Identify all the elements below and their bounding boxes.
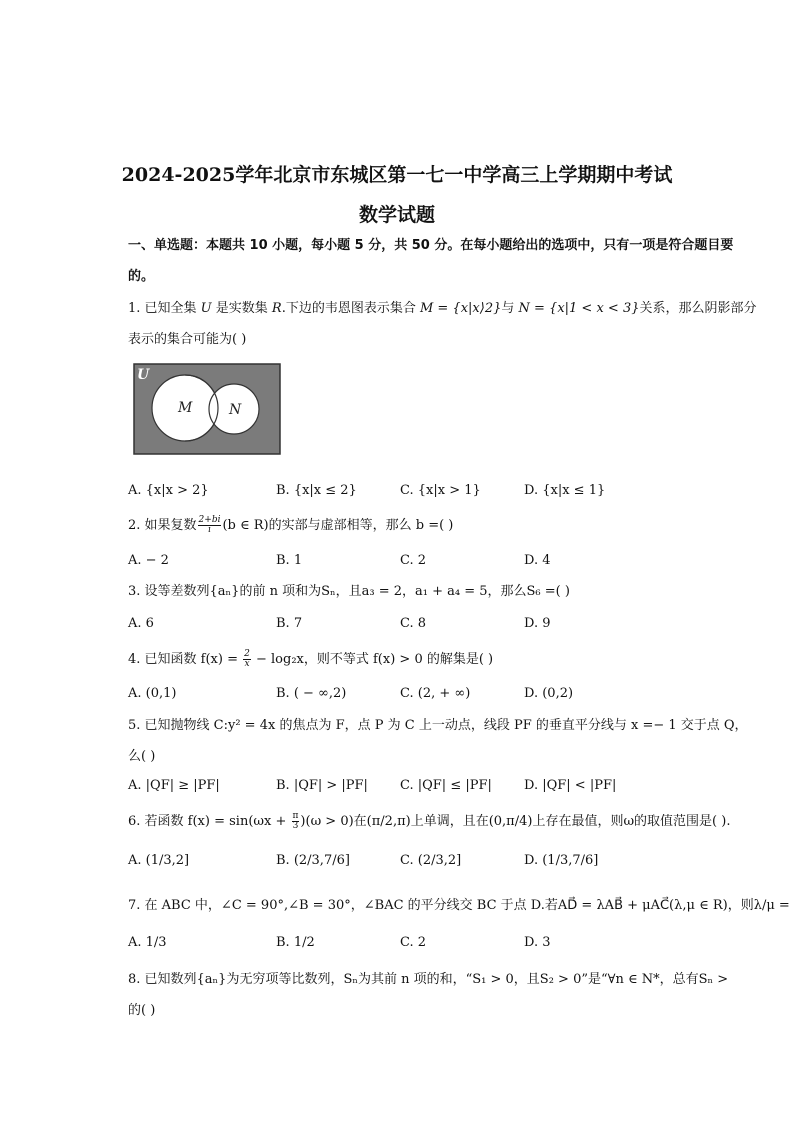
question-5-line2: 么( ) [128,749,156,764]
q2-option-a: A. − 2 [128,553,169,568]
q2-option-c: C. 2 [400,553,427,568]
question-8-line2: 的( ) [128,1003,156,1018]
q2-option-b: B. 1 [276,553,303,568]
q1-option-d: D. {x|x ≤ 1} [524,483,606,498]
q4-option-b: B. ( − ∞,2) [276,686,347,701]
q6-option-a: A. (1/3,2] [128,853,190,868]
q1-option-a: A. {x|x > 2} [128,483,209,498]
venn-label-u: U [137,367,150,383]
question-4: 4. 已知函数 f(x) = $\frac{2}{x}$ − log₂x，则不等式 f(x) > 0 的解集是( ) [128,649,494,669]
q3-option-d: D. 9 [524,616,551,631]
q5-option-b: B. |QF| > |PF| [276,778,368,793]
question-7: 7. 在 ABC 中，∠C = 90°,∠B = 30°，∠BAC 的平分线交 BC 于点 D.若AD⃗ = λAB⃗ + μAC⃗(λ,μ ∈ R)，则λ/μ = [128,898,790,913]
q5-option-d: D. |QF| < |PF| [524,778,617,793]
q3-option-c: C. 8 [400,616,427,631]
page-subtitle: 数学试题 [358,204,435,226]
question-8-line1: 8. 已知数列{aₙ}为无穷项等比数列，Sₙ为其前 n 项的和，“S₁ > 0，且S₂ > 0”是“∀n ∈ N*，总有Sₙ > [128,972,729,987]
q4-option-c: C. (2, + ∞) [400,686,471,701]
venn-label-n: N [229,402,242,418]
section-heading: 一、单选题：本题共 10 小题，每小题 5 分，共 50 分。在每小题给出的选项中，只有一项是符合题目要 [128,238,734,253]
section-heading-cont: 的。 [128,269,155,284]
q1-option-b: B. {x|x ≤ 2} [276,483,357,498]
q7-option-d: D. 3 [524,935,551,950]
venn-diagram [133,363,283,457]
q7-option-b: B. 1/2 [276,935,315,950]
question-1-line1: 1. 已知全集 U 是实数集 R.下边的韦恩图表示集合 M = {x|x⟩2}与 N = {x|1 < x < 3}关系，那么阴影部分 [128,301,757,316]
q7-option-a: A. 1/3 [128,935,167,950]
q3-option-a: A. 6 [128,616,154,631]
q6-option-c: C. (2/3,2] [400,853,462,868]
question-2: 2. 如果复数 $\frac{2+bi}{i}$ (b ∈ R)的实部与虚部相等，那么 b =( ) [128,515,454,535]
q5-option-c: C. |QF| ≤ |PF| [400,778,492,793]
q5-option-a: A. |QF| ≥ |PF| [128,778,220,793]
q4-option-a: A. (0,1) [128,686,177,701]
question-1-line2: 表示的集合可能为( ) [128,332,247,347]
question-5-line1: 5. 已知抛物线 C:y² = 4x 的焦点为 F，点 P 为 C 上一动点，线段 PF 的垂直平分线与 x =− 1 交于点 Q， [128,718,748,733]
q4-option-d: D. (0,2) [524,686,574,701]
q6-option-b: B. (2/3,7/6] [276,853,350,868]
question-6: 6. 若函数 f(x) = sin(ωx + $\frac{\pi}{3}$ )(ω > 0)在(π/2,π)上单调，且在(0,π/4)上存在最值，则ω的取值范围是( ). [128,811,731,831]
page-title: 2024-2025学年北京市东城区第一七一中学高三上学期期中考试 [121,164,673,186]
q3-option-b: B. 7 [276,616,303,631]
q2-option-d: D. 4 [524,553,551,568]
q7-option-c: C. 2 [400,935,427,950]
q1-option-c: C. {x|x > 1} [400,483,481,498]
q6-option-d: D. (1/3,7/6] [524,853,599,868]
question-3: 3. 设等差数列{aₙ}的前 n 项和为Sₙ，且a₃ = 2，a₁ + a₄ = 5，那么S₆ =( ) [128,584,570,599]
venn-label-m: M [178,400,193,416]
